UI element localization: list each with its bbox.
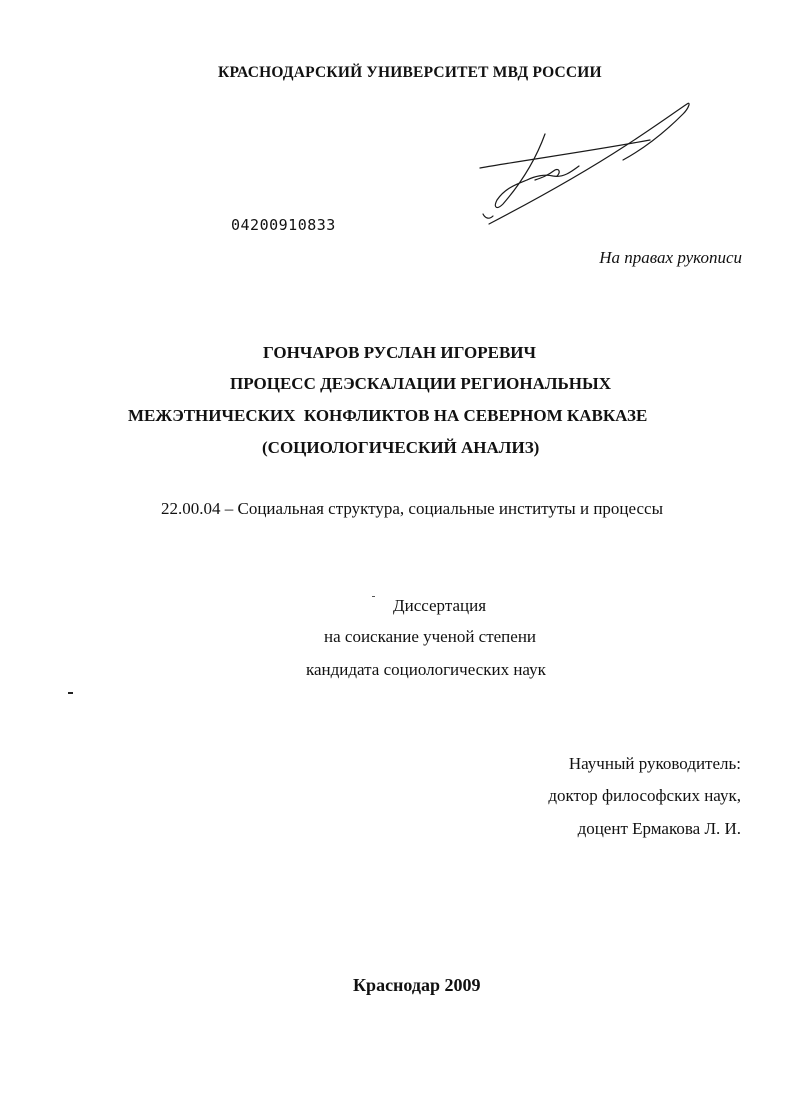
manuscript-note: На правах рукописи [599,248,742,267]
degree-line: кандидата социологических наук [306,660,546,679]
advisor-line: доцент Ермакова Л. И. [577,819,741,838]
thesis-title-line: МЕЖЭТНИЧЕСКИХ КОНФЛИКТОВ НА СЕВЕРНОМ КАВКАЗЕ [128,406,648,425]
document-number: 04200910833 [231,216,336,234]
city-year: Краснодар 2009 [353,975,481,995]
thesis-title-line: ПРОЦЕСС ДЕЭСКАЛАЦИИ РЕГИОНАЛЬНЫХ [230,374,611,393]
institution-heading: КРАСНОДАРСКИЙ УНИВЕРСИТЕТ МВД РОССИИ [218,64,602,81]
degree-line: Диссертация [393,596,487,615]
signature-image [475,96,705,236]
specialty-code: 22.00.04 – Социальная структура, социальные институты и процессы [161,499,664,518]
degree-line: на соискание ученой степени [324,627,537,646]
advisor-line: доктор философских наук, [548,786,741,805]
author-name: ГОНЧАРОВ РУСЛАН ИГОРЕВИЧ [263,343,536,362]
thesis-title-line: (СОЦИОЛОГИЧЕСКИЙ АНАЛИЗ) [262,438,540,457]
advisor-line: Научный руководитель: [568,754,741,773]
scan-speck [372,596,375,597]
scan-speck [68,692,73,694]
